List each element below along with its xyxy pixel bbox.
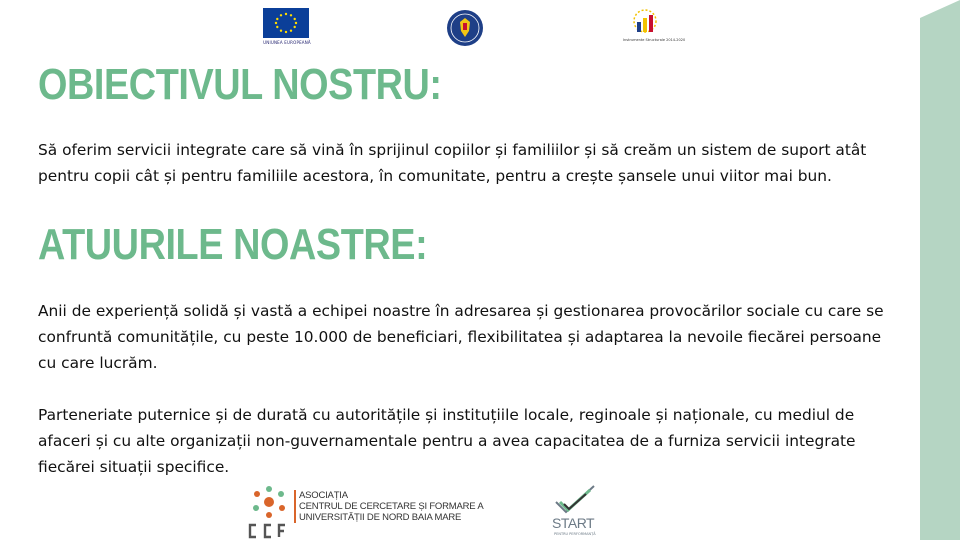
assets-heading: ATUURILE NOASTRE: bbox=[38, 220, 428, 269]
decorative-side-band bbox=[920, 0, 960, 540]
start-label: START bbox=[552, 515, 595, 531]
eu-logo bbox=[263, 8, 311, 48]
structural-instruments-logo bbox=[623, 6, 686, 48]
objective-heading: OBIECTIVUL NOSTRU: bbox=[38, 60, 442, 109]
ccf-line-2: CENTRUL DE CERCETARE ȘI FORMARE A bbox=[299, 501, 484, 512]
assets-paragraph-partnerships: Parteneriate puternice și de durată cu autoritățile și instituțiile locale, reginoale și naționale, cu mediul de afaceri și cu alte organizații non-guvernamentale pentru a avea capacitatea de a furniza servicii integrate fiecărei situații specifice. bbox=[38, 406, 856, 476]
ccf-emblem-icon bbox=[246, 480, 292, 540]
ccf-name bbox=[294, 490, 483, 523]
ccf-line-3: UNIVERSITĂȚII DE NORD BAIA MARE bbox=[299, 512, 462, 523]
objective-paragraph: Să oferim servicii integrate care să vină în sprijinul copiilor și familiilor și să creăm un sistem de suport atât pentru copii cât și pentru familiile acestora, în comunitate, pentru a crește șansele unui viitor mai bun. bbox=[38, 141, 867, 185]
romanian-government-logo bbox=[446, 9, 484, 47]
government-seal-icon bbox=[446, 9, 484, 47]
assets-paragraph-experience: Anii de experiență solidă și vastă a echipei noastre în adresarea și gestionarea provocărilor sociale cu care se confruntă comunitățile, cu peste 10.000 de beneficiari, flexibilitatea și adaptarea la nevoile fiecărei persoane cu care lucrăm. bbox=[38, 302, 884, 372]
ccf-association-logo bbox=[246, 480, 486, 540]
poc-caption: Instrumente Structurale 2014-2020 bbox=[623, 38, 686, 42]
ccf-line-1: ASOCIAȚIA bbox=[299, 490, 348, 501]
eu-flag-icon bbox=[263, 8, 309, 38]
start-subtitle: PENTRU PERFORMANȚĂ bbox=[554, 532, 596, 536]
eu-caption: UNIUNEA EUROPEANĂ bbox=[263, 40, 311, 45]
start-logo bbox=[548, 482, 604, 538]
checkmark-icon bbox=[548, 482, 604, 518]
